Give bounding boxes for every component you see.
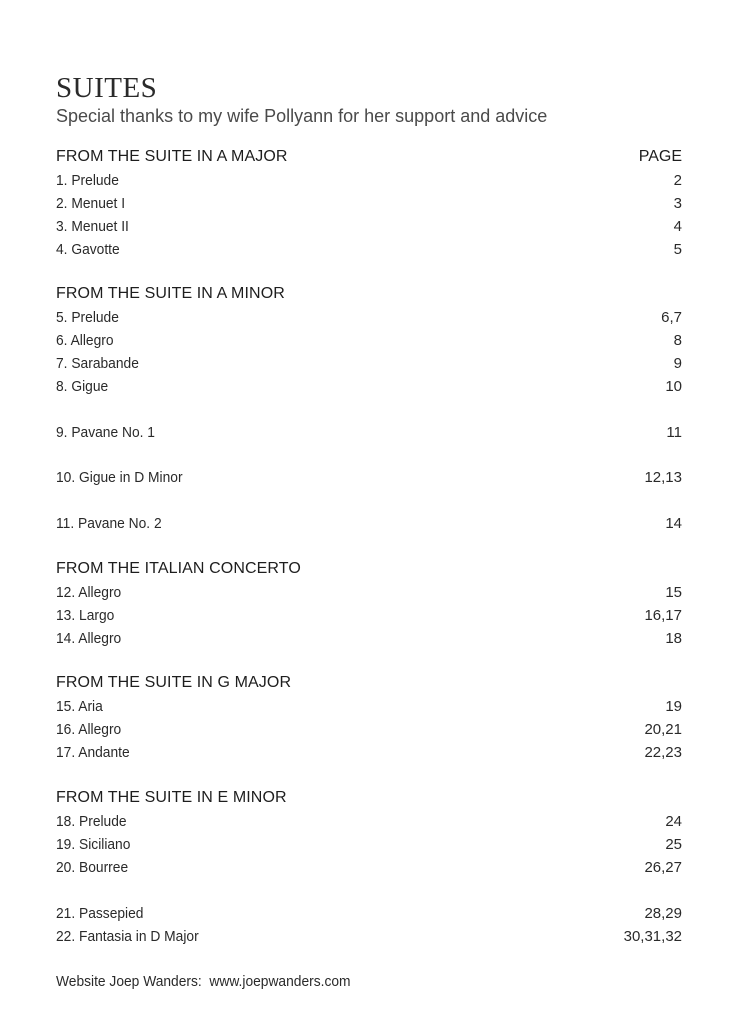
toc-entry: [56, 512, 682, 534]
entry-title: 10. Gigue in D Minor: [56, 468, 183, 486]
entry-title: 9. Pavane No. 1: [56, 423, 155, 441]
toc-entry: [56, 604, 682, 626]
entry-page: 24: [665, 812, 682, 830]
entry-page: 20,21: [644, 720, 682, 738]
toc-entry: [56, 306, 682, 328]
page-column-header: PAGE: [638, 148, 682, 165]
entry-title: 1. Prelude: [56, 171, 119, 189]
section-heading-row: [56, 558, 682, 580]
section-heading: FROM THE SUITE IN A MAJOR: [56, 148, 288, 165]
footer-website: Website Joep Wanders: www.joepwanders.com: [56, 973, 351, 990]
entry-page: 22,23: [644, 743, 682, 761]
toc-entry: [56, 581, 682, 603]
entry-title: 7. Sarabande: [56, 354, 139, 372]
entry-title: 18. Prelude: [56, 812, 127, 830]
entry-title: 11. Pavane No. 2: [56, 514, 162, 532]
entry-title: 13. Largo: [56, 606, 115, 624]
entry-title: 8. Gigue: [56, 377, 109, 395]
toc-entry: [56, 902, 682, 924]
entry-page: 2: [673, 171, 682, 189]
toc-entry: [56, 741, 682, 763]
toc-entry: [56, 925, 682, 947]
section-heading: FROM THE SUITE IN G MAJOR: [56, 674, 292, 691]
entry-page: 4: [673, 217, 682, 235]
toc-entry: [56, 466, 682, 488]
toc-entry: [56, 627, 682, 649]
section-heading: FROM THE SUITE IN A MINOR: [56, 285, 285, 302]
entry-title: 19. Siciliano: [56, 835, 131, 853]
toc-entry: [56, 215, 682, 237]
entry-page: 25: [665, 835, 682, 853]
entry-title: 12. Allegro: [56, 583, 122, 601]
entry-page: 19: [665, 697, 682, 715]
entry-page: 12,13: [644, 468, 682, 486]
entry-title: 16. Allegro: [56, 720, 122, 738]
section-heading: FROM THE ITALIAN CONCERTO: [56, 560, 301, 577]
entry-title: 6. Allegro: [56, 331, 114, 349]
entry-title: 2. Menuet I: [56, 194, 126, 212]
entry-title: 21. Passepied: [56, 904, 144, 922]
entry-page: 18: [665, 629, 682, 647]
toc-entry: [56, 238, 682, 260]
entry-title: 3. Menuet II: [56, 217, 129, 235]
entry-page: 26,27: [644, 858, 682, 876]
entry-page: 14: [665, 514, 682, 532]
entry-page: 15: [665, 583, 682, 601]
entry-title: 4. Gavotte: [56, 240, 120, 258]
entry-title: 15. Aria: [56, 697, 103, 715]
toc-entry: [56, 329, 682, 351]
toc-entry: [56, 352, 682, 374]
entry-title: 22. Fantasia in D Major: [56, 927, 199, 945]
toc-entry: [56, 810, 682, 832]
toc-entry: [56, 833, 682, 855]
entry-page: 16,17: [644, 606, 682, 624]
toc-entry: [56, 375, 682, 397]
toc-entry: [56, 169, 682, 191]
section-heading: FROM THE SUITE IN E MINOR: [56, 789, 287, 806]
entry-page: 30,31,32: [623, 927, 682, 945]
section-heading-row: [56, 146, 682, 168]
section-heading-row: [56, 283, 682, 305]
entry-page: 28,29: [644, 904, 682, 922]
entry-page: 3: [673, 194, 682, 212]
entry-page: 5: [673, 240, 682, 258]
entry-page: 9: [673, 354, 682, 372]
entry-page: 10: [665, 377, 682, 395]
entry-title: 17. Andante: [56, 743, 130, 761]
section-heading-row: [56, 787, 682, 809]
entry-page: 8: [673, 331, 682, 349]
page-subtitle: Special thanks to my wife Pollyann for her support and advice: [56, 106, 548, 126]
entry-title: 5. Prelude: [56, 308, 119, 326]
page-title: SUITES: [56, 72, 158, 104]
entry-title: 20. Bourree: [56, 858, 129, 876]
entry-title: 14. Allegro: [56, 629, 122, 647]
toc-entry: [56, 421, 682, 443]
entry-page: 6,7: [661, 308, 682, 326]
entry-page: 11: [666, 423, 682, 441]
section-heading-row: [56, 672, 682, 694]
toc-entry: [56, 856, 682, 878]
toc-entry: [56, 192, 682, 214]
toc-entry: [56, 695, 682, 717]
toc-entry: [56, 718, 682, 740]
